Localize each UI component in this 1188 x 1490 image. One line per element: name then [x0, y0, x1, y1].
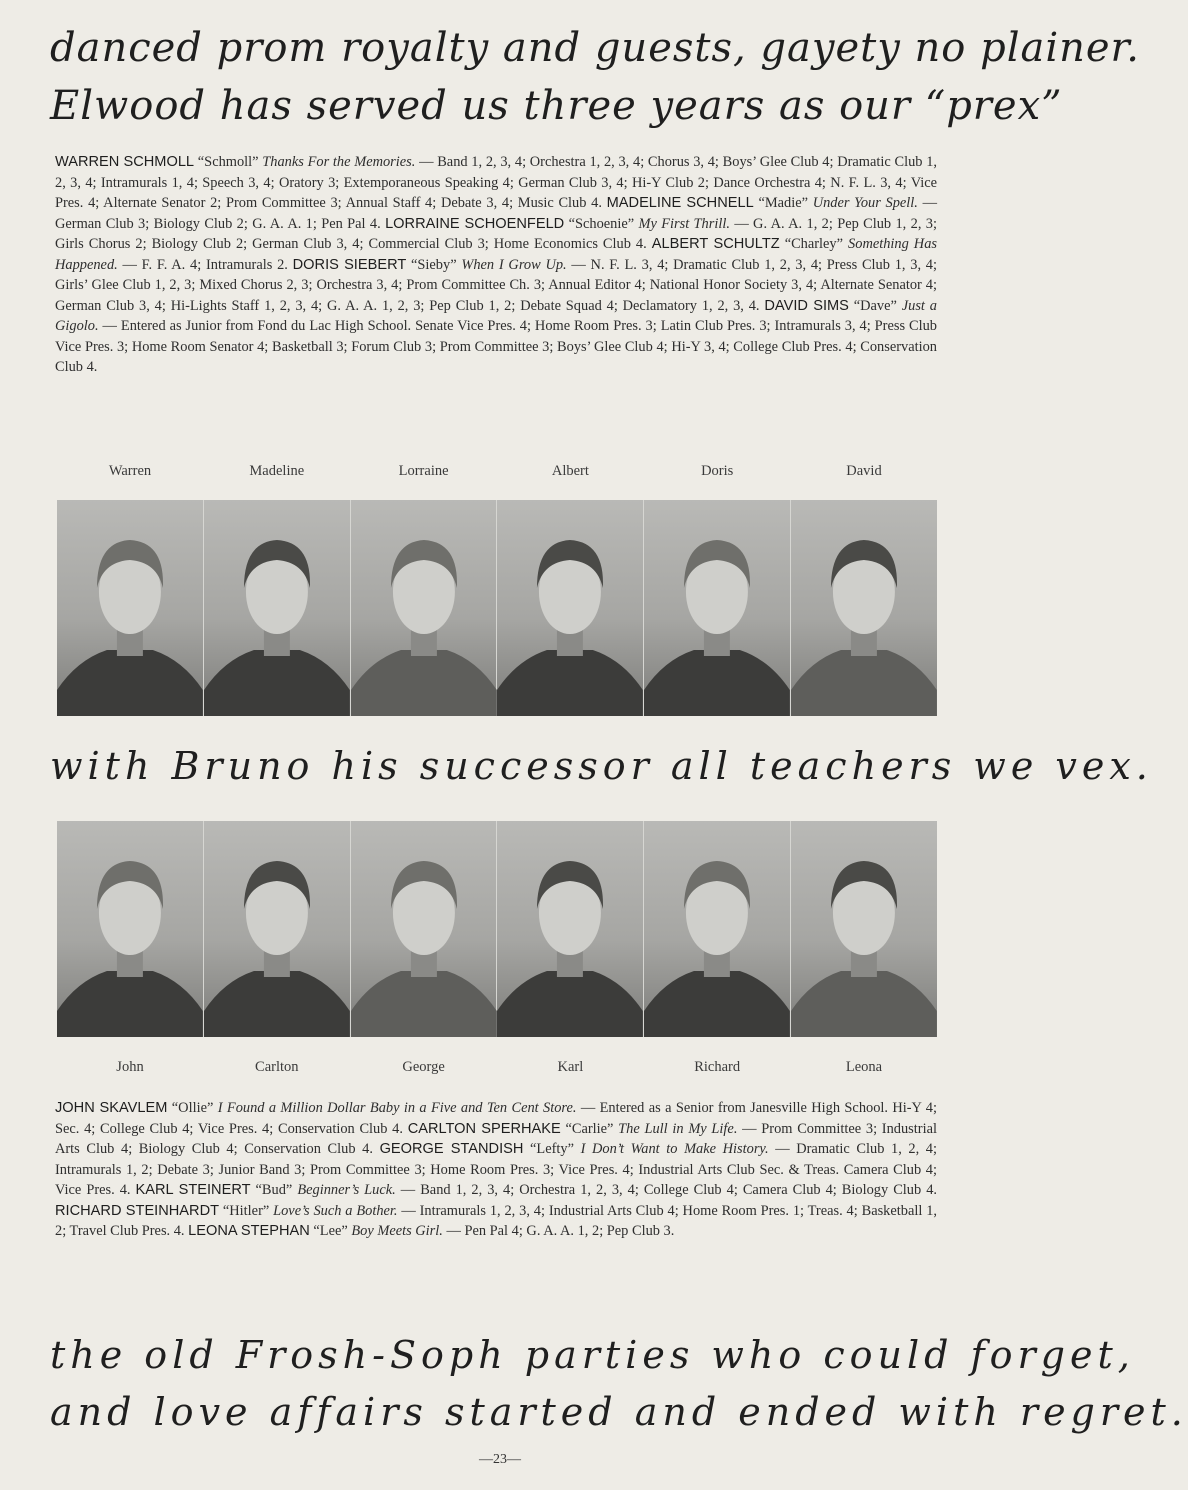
- song-title: My First Thrill.: [638, 215, 730, 232]
- nickname: “Bud”: [255, 1182, 293, 1198]
- activities: — Band 1, 2, 3, 4; Orchestra 1, 2, 3, 4; Chorus 3, 4; Boys’ Glee Club 4; Dramatic Club 1, 2, 3, 4; Intramurals 1, 4; Speech 3, 4; Oratory 3; Extemporaneous Speaking 4; German Club 3, 4; Hi-Y Club 2; Dance Orchestra 4; N. F. L. 3, 4; Vice Pres. 4; Alternate Senator 2; Prom Committee 3; Annual Staff 4; Debate 3, 4; Music Club 4.: [55, 154, 937, 211]
- student-name: GEORGE STANDISH: [379, 1141, 524, 1157]
- portrait-photo: [791, 500, 937, 716]
- shoulders-shape: [351, 650, 497, 716]
- activities: — Entered as Junior from Fond du Lac High School. Senate Vice Pres. 4; Home Room Pres. 3; Latin Club Pres. 3; Intramurals 3, 4; Press Club Vice Pres. 3; Home Room Senator 4; Basketball 3; Forum Club 3; Prom Committee 3; Boys’ Glee Club 4; Hi-Y 3, 4; College Club Pres. 4; Conservation Club 4.: [55, 318, 937, 375]
- shoulders-shape: [791, 650, 937, 716]
- activities: — F. F. A. 4; Intramurals 2.: [122, 256, 288, 273]
- shoulders-shape: [644, 971, 790, 1037]
- portrait-label: Warren: [108, 463, 152, 479]
- bio-block-top: [55, 152, 937, 378]
- portrait-silhouette: [791, 821, 937, 1037]
- portrait-silhouette: [204, 821, 350, 1037]
- verse-line-5: and love affairs started and ended with regret.: [50, 1390, 1188, 1434]
- portrait-silhouette: [644, 821, 790, 1037]
- portrait-photo: [497, 821, 643, 1037]
- portrait-label: George: [402, 1059, 445, 1075]
- song-title: Boy Meets Girl.: [351, 1223, 443, 1239]
- portrait-silhouette: [57, 821, 203, 1037]
- portrait-photo: [204, 500, 350, 716]
- song-title: I Don’t Want to Make History.: [580, 1141, 769, 1157]
- nickname: “Sieby”: [411, 256, 457, 273]
- portrait-label: Karl: [557, 1059, 584, 1075]
- portrait-photo: [497, 500, 643, 716]
- nickname: “Dave”: [853, 297, 897, 314]
- portrait-photo: [351, 821, 497, 1037]
- shoulders-shape: [57, 650, 203, 716]
- nickname: “Lefty”: [530, 1141, 574, 1157]
- student-name: ALBERT SCHULTZ: [651, 236, 780, 252]
- nickname: “Hitler”: [222, 1202, 270, 1219]
- student-name: DORIS SIEBERT: [292, 256, 407, 273]
- portrait-silhouette: [644, 500, 790, 716]
- portrait-silhouette: [351, 821, 497, 1037]
- portrait-silhouette: [204, 500, 350, 716]
- portrait-photo: [57, 821, 203, 1037]
- portrait-labels-bottom: [57, 1059, 937, 1076]
- nickname: “Schmoll”: [197, 154, 259, 170]
- verse-line-4: the old Frosh-Soph parties who could forget,: [50, 1333, 1135, 1377]
- activities: — Pen Pal 4; G. A. A. 1, 2; Pep Club 3.: [446, 1223, 675, 1239]
- portrait-photo: [57, 500, 203, 716]
- portrait-photo: [204, 821, 350, 1037]
- portrait-label: Carlton: [255, 1059, 299, 1075]
- shoulders-shape: [791, 971, 937, 1037]
- student-name: MADELINE SCHNELL: [606, 195, 754, 211]
- nickname: “Charley”: [784, 236, 844, 252]
- portrait-silhouette: [57, 500, 203, 716]
- activities: — German Club 3; Biology Club 2; G. A. A. 1; Pen Pal 4.: [55, 195, 937, 232]
- nickname: “Lee”: [313, 1223, 348, 1239]
- shoulders-shape: [497, 650, 643, 716]
- portrait-label: Madeline: [249, 463, 305, 479]
- shoulders-shape: [497, 971, 643, 1037]
- song-title: The Lull in My Life.: [618, 1120, 738, 1137]
- page-number: —23—: [479, 1452, 521, 1467]
- student-name: CARLTON SPERHAKE: [407, 1120, 561, 1137]
- shoulders-shape: [57, 971, 203, 1037]
- song-title: Something Has Happened.: [55, 236, 937, 273]
- portrait-label: Richard: [694, 1059, 741, 1075]
- portrait-label: Leona: [845, 1059, 883, 1075]
- portrait-photo: [644, 821, 790, 1037]
- portrait-label: David: [846, 463, 882, 479]
- portrait-labels-top: [57, 463, 937, 480]
- song-title: Just a Gigolo.: [55, 297, 937, 334]
- activities: — Entered as a Senior from Janesville High School. Hi-Y 4; Sec. 4; College Club 4; Vice Pres. 4; Conservation Club 4.: [55, 1100, 937, 1137]
- portrait-photo: [791, 821, 937, 1037]
- nickname: “Schoenie”: [568, 215, 635, 232]
- song-title: Thanks For the Memories.: [262, 154, 416, 170]
- song-title: Under Your Spell.: [812, 195, 918, 211]
- portrait-silhouette: [791, 500, 937, 716]
- student-name: DAVID SIMS: [764, 297, 849, 314]
- student-name: JOHN SKAVLEM: [55, 1100, 168, 1116]
- portrait-row-bottom: [57, 821, 937, 1037]
- portrait-silhouette: [497, 821, 643, 1037]
- nickname: “Madie”: [758, 195, 808, 211]
- portrait-photo: [644, 500, 790, 716]
- activities: — N. F. L. 3, 4; Dramatic Club 1, 2, 3, 4; Press Club 1, 3, 4; Girls’ Glee Club 1, 2, 3; Mixed Chorus 2, 3; Orchestra 3, 4; Prom Committee Ch. 3; Annual Editor 4; National Honor Society 3, 4; Alternate Senator 4; German Club 3, 4; Hi-Lights Staff 1, 2, 3, 4; G. A. A. 1, 2, 3; Pep Club 1, 2; Debate Squad 4; Declamatory 1, 2, 3, 4.: [55, 256, 937, 314]
- activities: — Band 1, 2, 3, 4; Orchestra 1, 2, 3, 4; College Club 4; Camera Club 4; Biology Club 4.: [400, 1182, 938, 1198]
- student-name: LORRAINE SCHOENFELD: [385, 215, 565, 232]
- portrait-label: John: [116, 1059, 144, 1075]
- activities: — Prom Committee 3; Industrial Arts Club 4; Biology Club 4; Conservation Club 4.: [55, 1120, 937, 1157]
- shoulders-shape: [204, 971, 350, 1037]
- song-title: Love’s Such a Bother.: [273, 1202, 398, 1219]
- song-title: Beginner’s Luck.: [297, 1182, 396, 1198]
- portrait-silhouette: [497, 500, 643, 716]
- portrait-photo: [351, 500, 497, 716]
- bio-entry: [188, 1223, 674, 1239]
- portrait-label: Doris: [701, 463, 734, 479]
- shoulders-shape: [644, 650, 790, 716]
- portrait-row-top: [57, 500, 937, 716]
- activities: — Dramatic Club 1, 2, 4; Intramurals 1, 2; Debate 3; Junior Band 3; Prom Committee 3; Home Room Pres. 3; Vice Pres. 4; Industrial Arts Club Sec. & Treas. Camera Club 4; Vice Pres. 4.: [55, 1141, 937, 1198]
- shoulders-shape: [351, 971, 497, 1037]
- student-name: RICHARD STEINHARDT: [55, 1202, 220, 1219]
- student-name: LEONA STEPHAN: [188, 1223, 310, 1239]
- activities: — Intramurals 1, 2, 3, 4; Industrial Arts Club 4; Home Room Pres. 1; Treas. 4; Basketball 1, 2; Travel Club Pres. 4.: [55, 1202, 937, 1239]
- nickname: “Carlie”: [565, 1120, 614, 1137]
- student-name: WARREN SCHMOLL: [55, 154, 195, 170]
- nickname: “Ollie”: [171, 1100, 214, 1116]
- shoulders-shape: [204, 650, 350, 716]
- student-name: KARL STEINERT: [135, 1182, 251, 1198]
- verse-line-1: danced prom royalty and guests, gayety no plainer.: [50, 25, 1140, 71]
- portrait-label: Albert: [551, 463, 589, 479]
- activities: — G. A. A. 1, 2; Pep Club 1, 2, 3; Girls Chorus 2; Biology Club 2; German Club 3, 4; Commercial Club 3; Home Economics Club 4.: [55, 215, 937, 252]
- bio-block-bottom: [55, 1098, 937, 1242]
- bio-entry: [136, 1182, 937, 1198]
- verse-line-2: Elwood has served us three years as our “prex”: [50, 83, 1063, 129]
- portrait-label: Lorraine: [398, 463, 449, 479]
- song-title: When I Grow Up.: [461, 256, 567, 273]
- portrait-silhouette: [351, 500, 497, 716]
- verse-line-3: with Bruno his successor all teachers we vex.: [50, 744, 1153, 788]
- song-title: I Found a Million Dollar Baby in a Five and Ten Cent Store.: [217, 1100, 577, 1116]
